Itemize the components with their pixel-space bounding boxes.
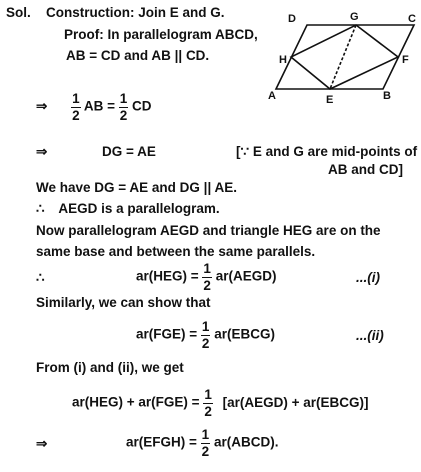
label-c: C	[408, 13, 416, 25]
dg-ae-line: DG = AE	[102, 144, 156, 159]
eq2-tag: ...(ii)	[356, 328, 384, 343]
reason-line-2: AB and CD]	[328, 162, 403, 177]
label-f: F	[402, 54, 409, 66]
label-a: A	[268, 90, 276, 102]
label-e: E	[326, 94, 334, 105]
eq3-right: [ar(AEGD) + ar(EBCG)]	[222, 394, 369, 410]
aegd-text: AEGD is a parallelogram.	[58, 201, 220, 216]
eq4	[126, 428, 278, 458]
implies-arrow: ⇒	[36, 144, 48, 159]
fraction-half: $\frac{1}{2}$	[201, 427, 210, 459]
implies-arrow: ⇒	[36, 98, 48, 114]
construction-text: Join E and G.	[138, 5, 225, 20]
fraction-half: $\frac{1}{2}$	[119, 91, 128, 123]
parallelogram-figure	[262, 5, 420, 105]
half-ab-line	[36, 92, 152, 122]
label-h: H	[279, 54, 287, 66]
proof-label: Proof:	[64, 27, 104, 42]
eq1	[136, 262, 276, 292]
cd-text: CD	[132, 98, 152, 114]
similarly-line: Similarly, we can show that	[36, 295, 211, 310]
label-d: D	[288, 13, 296, 25]
eq2	[136, 320, 275, 350]
therefore-symbol: ∴	[36, 201, 45, 216]
therefore-line	[36, 201, 220, 217]
ab-cd-line: AB = CD and AB || CD.	[66, 48, 210, 63]
eq4-left: ar(EFGH) =	[126, 434, 197, 450]
fraction-half: $\frac{1}{2}$	[72, 91, 80, 123]
eq1-tag: ...(i)	[356, 270, 380, 285]
eq4-arrow: ⇒	[36, 436, 48, 451]
construction-label: Construction:	[46, 5, 135, 20]
fraction-half: $\frac{1}{2}$	[204, 387, 212, 419]
eq3-left: ar(HEG) + ar(FGE) =	[72, 394, 200, 410]
eq3	[72, 388, 368, 418]
proof-line	[64, 27, 258, 42]
label-g: G	[350, 11, 359, 23]
sol-label: Sol.	[6, 5, 31, 20]
proof-text: In parallelogram ABCD,	[107, 27, 258, 42]
quadrilateral-efgh	[291, 25, 398, 89]
reason-line: [∵ E and G are mid-points of	[236, 144, 418, 159]
fraction-half: $\frac{1}{2}$	[203, 261, 211, 293]
we-have-line: We have DG = AE and DG || AE.	[36, 180, 237, 195]
eq2-left: ar(FGE) =	[136, 326, 198, 342]
parallelogram-abcd	[276, 25, 414, 89]
now-line-2: same base and between the same parallels.	[36, 244, 316, 259]
fraction-half: $\frac{1}{2}$	[201, 319, 210, 351]
construction-line	[46, 5, 225, 20]
eq2-right: ar(EBCG)	[214, 326, 275, 342]
label-b: B	[383, 90, 391, 102]
eq1-therefore: ∴	[36, 270, 45, 285]
eq1-right: ar(AEGD)	[215, 268, 277, 284]
ab-text: AB =	[83, 98, 115, 114]
eq4-right: ar(ABCD).	[213, 434, 279, 450]
eq1-left: ar(HEG) =	[136, 268, 199, 284]
from-line: From (i) and (ii), we get	[36, 360, 184, 375]
now-line-1: Now parallelogram AEGD and triangle HEG are on the	[36, 223, 381, 238]
